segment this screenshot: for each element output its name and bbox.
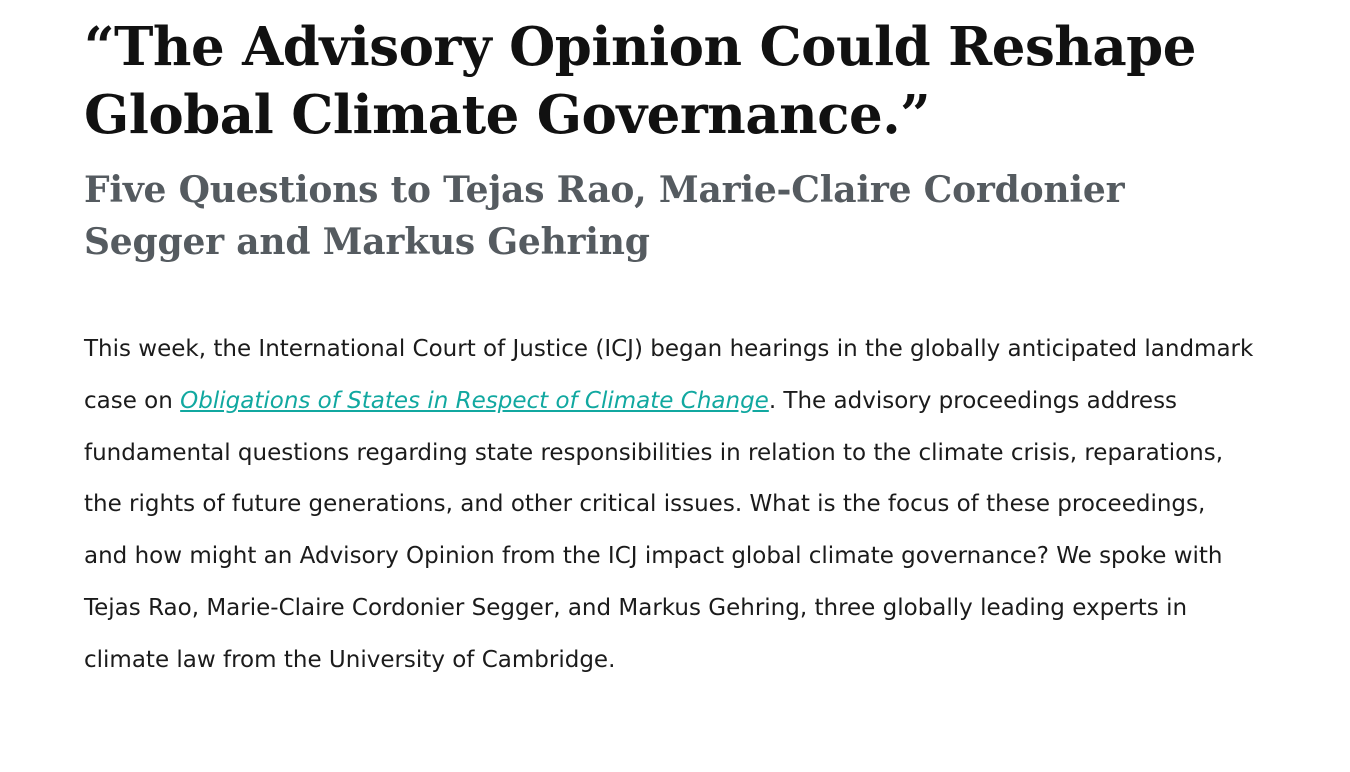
article-body [84, 324, 1254, 686]
case-link[interactable]: Obligations of States in Respect of Climate Change [180, 387, 769, 414]
intro-text-before-link: This week, the International Court of Justice (ICJ) began hearings in the globally anticipated landmark case on [84, 336, 1254, 414]
intro-text-after-link: . The advisory proceedings address fundamental questions regarding state responsibilities in relation to the climate crisis, reparations, the rights of future generations, and other critical issues. What is the focus of these proceedings, and how might an Advisory Opinion from the ICJ impact global climate governance? We spoke with Tejas Rao, Marie-Claire Cordonier Segger, and Markus Gehring, three globally leading experts in climate law from the University of Cambridge. [84, 387, 1224, 673]
page-title: “The Advisory Opinion Could Reshape Global Climate Governance.” [84, 16, 1196, 146]
article-subtitle: Five Questions to Tejas Rao, Marie-Claire Cordonier Segger and Markus Gehring [84, 168, 1125, 263]
intro-paragraph [84, 324, 1254, 686]
